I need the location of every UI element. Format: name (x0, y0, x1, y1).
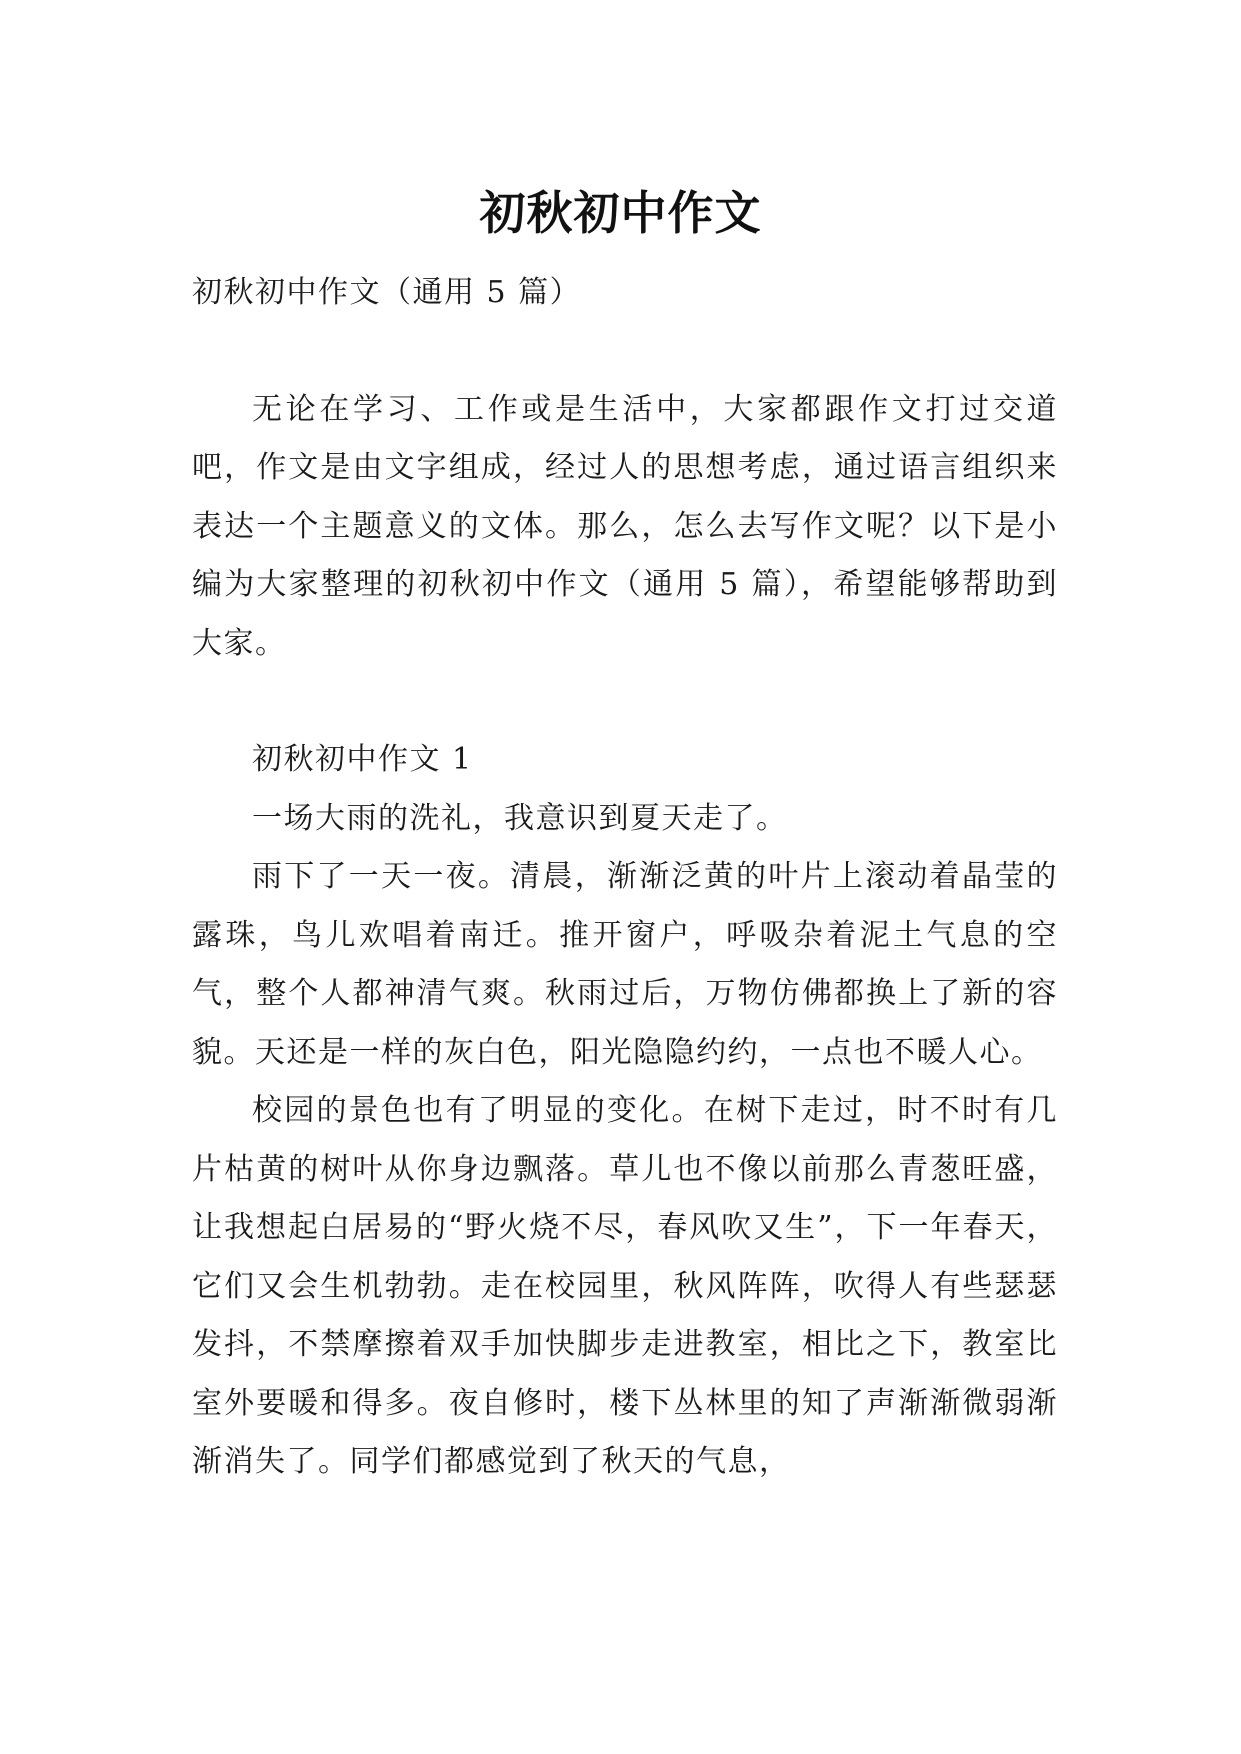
intro-paragraph: 无论在学习、工作或是生活中，大家都跟作文打过交道吧，作文是由文字组成，经过人的思想考虑，通过语言组织来表达一个主题意义的文体。那么，怎么去写作文呢？以下是小编为大家整理的初秋初中作文（通用 5 篇），希望能够帮助到大家。 (192, 391, 1058, 661)
document-body (192, 264, 1058, 1492)
body-paragraph: 校园的景色也有了明显的变化。在树下走过，时不时有几片枯黄的树叶从你身边飘落。草儿也不像以前那么青葱旺盛，让我想起白居易的“野火烧不尽，春风吹又生”，下一年春天，它们又会生机勃勃。走在校园里，秋风阵阵，吹得人有些瑟瑟发抖，不禁摩擦着双手加快脚步走进教室，相比之下，教室比室外要暖和得多。夜自修时，楼下丛林里的知了声渐渐微弱渐渐消失了。同学们都感觉到了秋天的气息， (192, 1093, 1058, 1479)
body-paragraph: 一场大雨的洗礼，我意识到夏天走了。 (252, 800, 788, 836)
essay-heading: 初秋初中作文 1 (252, 742, 473, 777)
document-subtitle: 初秋初中作文（通用 5 篇） (192, 275, 582, 310)
document-title: 初秋初中作文 (479, 185, 762, 240)
body-paragraph: 雨下了一天一夜。清晨，渐渐泛黄的叶片上滚动着晶莹的露珠，鸟儿欢唱着南迁。推开窗户，呼吸杂着泥土气息的空气，整个人都神清气爽。秋雨过后，万物仿佛都换上了新的容貌。天还是一样的灰白色，阳光隐隐约约，一点也不暖人心。 (192, 859, 1058, 1070)
